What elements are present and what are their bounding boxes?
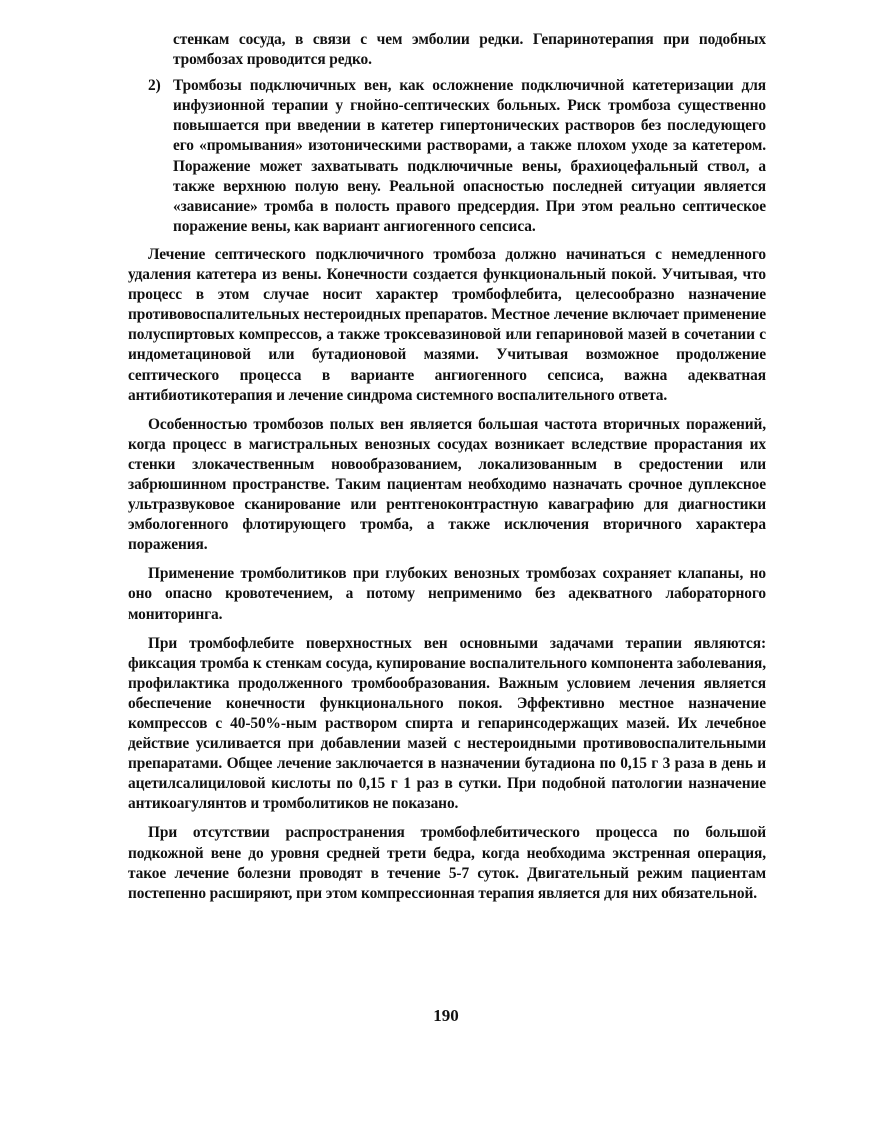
continuation-text: стенкам сосуда, в связи с чем эмболии редки. Гепаринотерапия при подобных тромбозах проводится редко.	[173, 31, 766, 69]
paragraph-vena-cava: Особенностью тромбозов полых вен является большая частота вторичных поражений, когда процесс в магистральных венозных сосудах возникает вследствие прорастания их стенки злокачественным новообразованием, локализованным в средостении или забрюшинном пространстве. Таким пациентам необходимо назначать срочное дуплексное ультразвуковое сканирование или рентгеноконтрастную каваграфию для диагностики эмбологенного флотирующего тромба, а также исключения вторичного характера поражения.	[128, 415, 766, 554]
page-number: 190	[433, 1006, 459, 1025]
page-body	[128, 30, 766, 904]
paragraph-lead: При	[148, 634, 178, 652]
paragraph-superficial-veins	[128, 634, 766, 815]
paragraph-thrombolytics: Применение тромболитиков при глубоких венозных тромбозах сохраняет клапаны, но оно опасно кровотечением, а потому неприменимо без адекватного лабораторного мониторинга.	[128, 565, 766, 623]
list-item-number: 2)	[148, 77, 161, 95]
paragraph-subclavian-treatment: Лечение септического подключичного тромбоза должно начинаться с немедленного удаления катетера из вены. Конечности создается функциональный покой. Учитывая, что процесс в этом случае носит характер тромбофлебита, целесообразно назначение противовоспалительных нестероидных препаратов. Местное лечение включает применение полуспиртовых компрессов, а также троксевазиновой или гепариновой мазей в сочетании с индометациновой или бутадионовой мазями. Учитывая возможное продолжение септического процесса в варианте ангиогенного сепсиса, важна адекватная антибиотикотерапия и лечение синдрома системного воспалительного ответа.	[128, 245, 766, 404]
paragraph-final: При отсутствии распространения тромбофлебитического процесса по большой подкожной вене до уровня средней трети бедра, когда необходима экстренная операция, такое лечение болезни проводят в течение 5-7 суток. Двигательный режим пациентам постепенно расширяют, при этом компрессионная терапия является для них обязательной.	[128, 824, 766, 902]
paragraph-rest: основными задачами терапии являются: фиксация тромба к стенкам сосуда, купирование воспалительного компонента заболевания, профилактика продолженного тромбообразования. Важным условием лечения является обеспечение конечности функционального покоя. Эффективно местное назначение компрессов с 40-50%-ным раствором спирта и гепаринсодержащих мазей. Их лечебное действие усиливается при добавлении мазей с нестероидными противовоспалительными препаратами. Общее лечение заключается в назначении бутадиона по 0,15 г 3 раза в день и ацетилсалициловой кислоты по 0,15 г 1 раз в сутки. При подобной патологии назначение антикоагулянтов и тромболитиков не показано.	[128, 634, 767, 813]
list-item	[128, 76, 766, 237]
emphasis-term: тромбофлебите поверхностных вен	[189, 634, 448, 652]
list-item-text: Тромбозы подключичных вен, как осложнение подключичной катетеризации для инфузионной терапии у гнойно-септических больных. Риск тромбоза существенно повышается при введении в катетер гипертонических растворов без последующего его «промывания» изотоническими растворами, а также плохом уходе за катетером. Поражение может захватывать подключичные вены, брахиоцефальный ствол, а также верхнюю полую вену. Реальной опасностью последней ситуации является «зависание» тромба в полость правого предсердия. При этом реально септическое поражение вены, как вариант ангиогенного сепсиса.	[173, 77, 766, 235]
